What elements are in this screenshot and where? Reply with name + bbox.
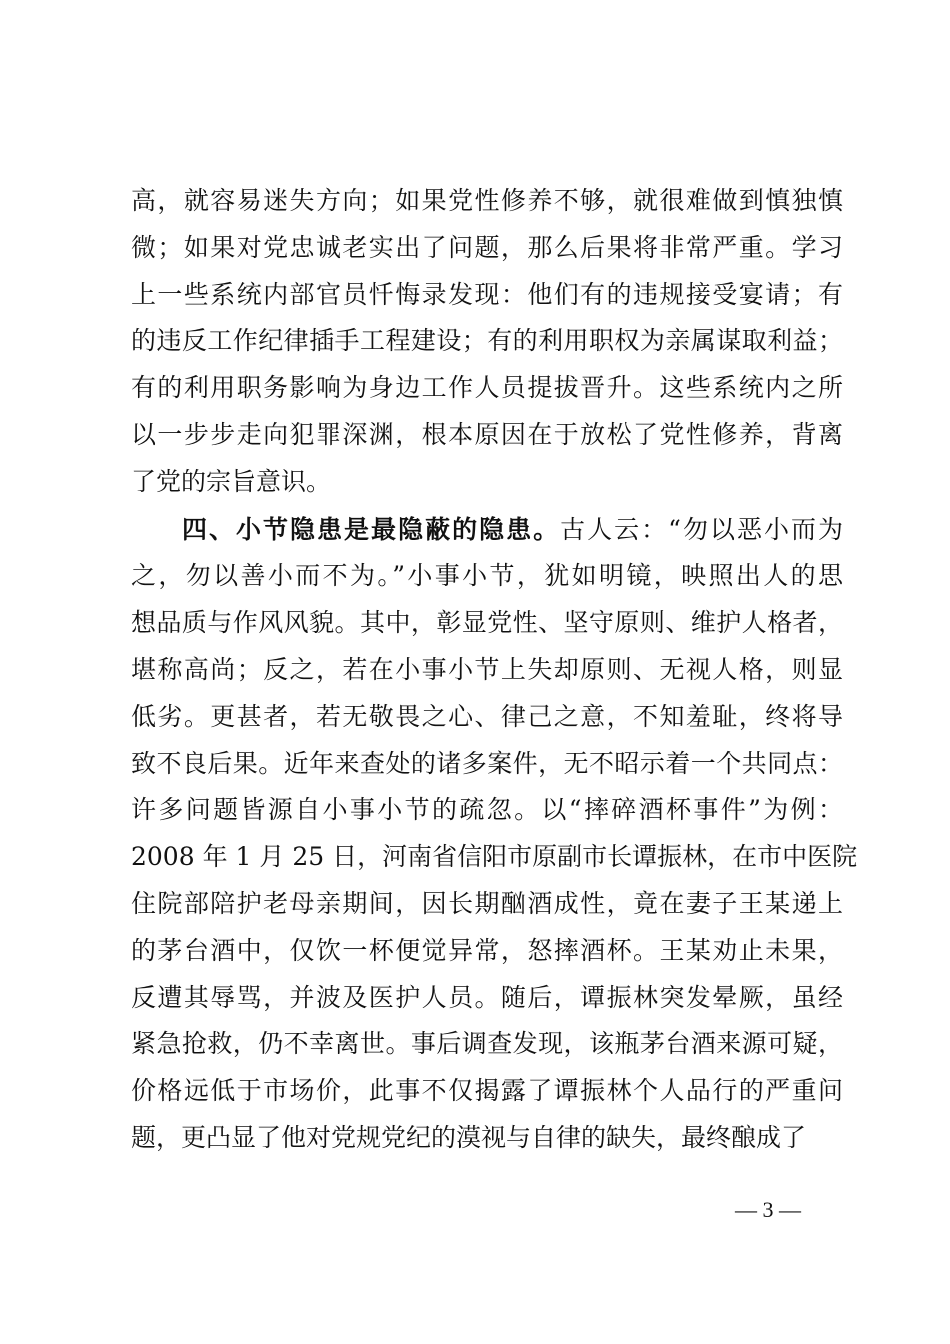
text-line: 以一步步走向犯罪深渊，根本原因在于放松了党性修养，背离 [131,419,843,449]
paragraph-first-line [131,507,843,554]
text-line: 低劣。更甚者，若无敬畏之心、律己之意，不知羞耻，终将导 [131,701,843,731]
text-line: 上一些系统内部官员忏悔录发现：他们有的违规接受宴请；有 [131,279,843,309]
text-line: 住院部陪护老母亲期间，因长期酗酒成性，竟在妻子王某递上 [131,888,843,918]
text-line: 之，勿以善小而不为。”小事小节，犹如明镜，映照出人的思 [131,561,843,591]
text-line: 想品质与作风风貌。其中，彰显党性、坚守原则、维护人格者， [131,608,843,638]
text-line: 了党的宗旨意识。 [131,466,332,496]
page-number: — 3 — [735,1197,801,1222]
text-line: 的茅台酒中，仅饮一杯便觉异常，怒摔酒杯。王某劝止未果， [131,935,843,965]
paragraph-small-details [131,507,858,1162]
text-line: 反遭其辱骂，并波及医护人员。随后，谭振林突发晕厥，虽经 [131,982,843,1012]
section-heading: 四、小节隐患是最隐蔽的隐患。 [182,514,561,544]
body-text [131,178,858,1162]
text-line: 微；如果对党忠诚老实出了问题，那么后果将非常严重。学习 [131,232,843,262]
text-line: 2008 年 1 月 25 日，河南省信阳市原副市长谭振林，在市中医院 [131,842,858,872]
text-line: 致不良后果。近年来查处的诸多案件，无不昭示着一个共同点： [131,748,843,778]
text-line: 堪称高尚；反之，若在小事小节上失却原则、无视人格，则显 [131,654,843,684]
text-fragment: 古人云：“勿以恶小而为 [560,514,843,544]
text-line: 紧急抢救，仍不幸离世。事后调查发现，该瓶茅台酒来源可疑， [131,1029,843,1059]
text-line: 价格远低于市场价，此事不仅揭露了谭振林个人品行的严重问 [131,1076,843,1106]
text-line: 的违反工作纪律插手工程建设；有的利用职权为亲属谋取利益； [131,326,843,356]
text-line: 许多问题皆源自小事小节的疏忽。以“摔碎酒杯事件”为例： [131,795,843,825]
paragraph-party-spirit [131,178,843,506]
text-line: 题，更凸显了他对党规党纪的漠视与自律的缺失，最终酿成了 [131,1122,807,1152]
text-line: 高，就容易迷失方向；如果党性修养不够，就很难做到慎独慎 [131,186,843,215]
text-line: 有的利用职务影响为身边工作人员提拔晋升。这些系统内之所 [131,373,843,403]
